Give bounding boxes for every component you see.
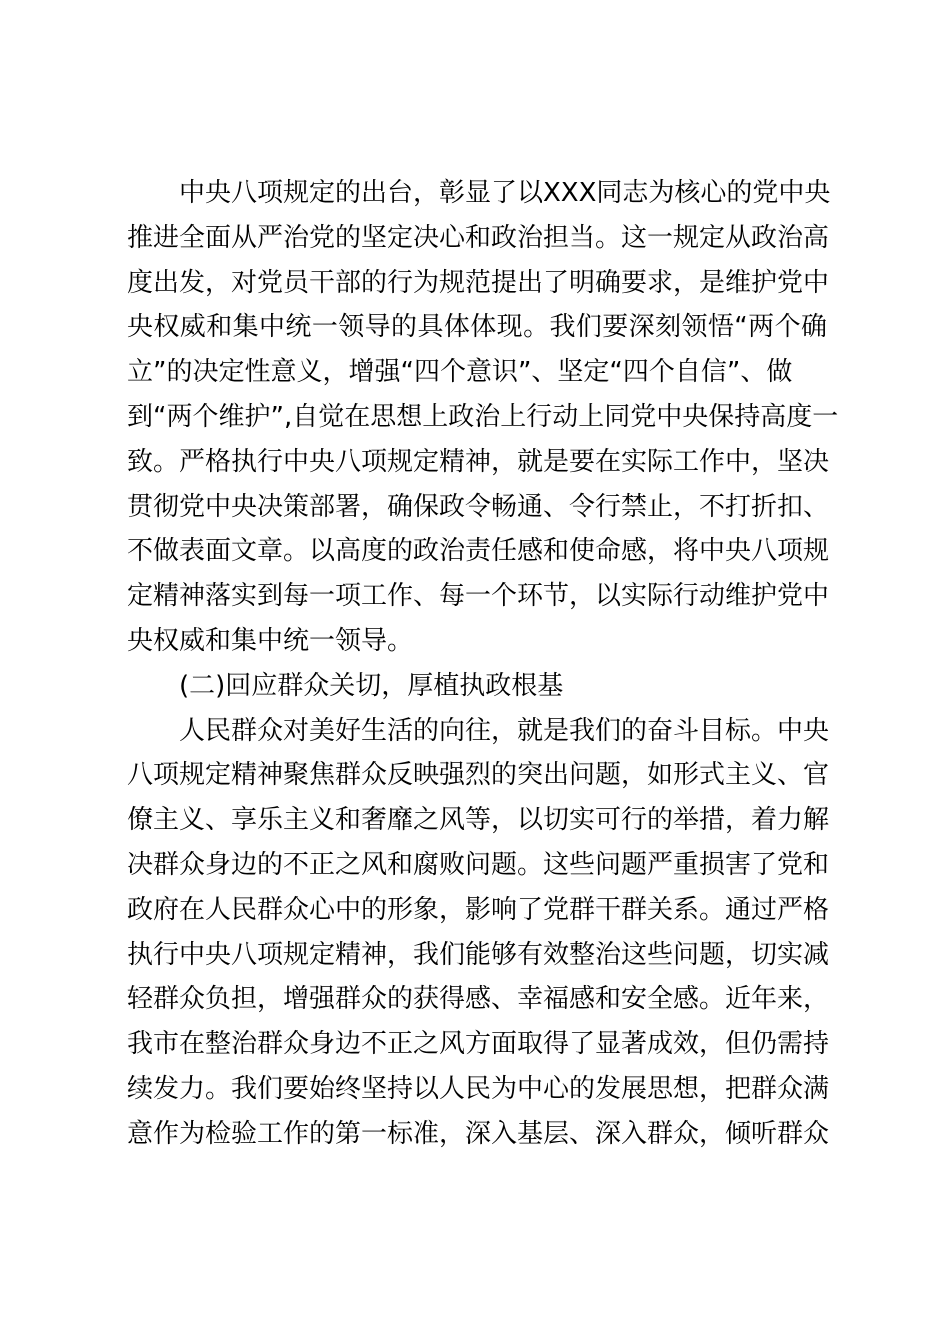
paragraph-line: 到“两个维护”,自觉在思想上政治上行动上同党中央保持高度一 xyxy=(127,401,839,432)
paragraph-line: 意作为检验工作的第一标准，深入基层、深入群众，倾听群众 xyxy=(127,1118,830,1149)
paragraph-line: 推进全面从严治党的坚定决心和政治担当。这一规定从政治高 xyxy=(127,222,830,253)
paragraph-line: 度出发，对党员干部的行为规范提出了明确要求，是维护党中 xyxy=(127,267,830,298)
paragraph-line: 轻群众负担，增强群众的获得感、幸福感和安全感。近年来， xyxy=(127,984,830,1015)
paragraph-line: 不做表面文章。以高度的政治责任感和使命感，将中央八项规 xyxy=(127,536,830,567)
paragraph-line: 央权威和集中统一领导的具体体现。我们要深刻领悟“两个确 xyxy=(127,312,827,343)
paragraph-1 xyxy=(127,171,839,664)
paragraph-line: 我市在整治群众身边不正之风方面取得了显著成效，但仍需持 xyxy=(127,1029,830,1060)
paragraph-line: 中央八项规定的出台，彰显了以XXX同志为核心的党中央 xyxy=(179,178,831,208)
paragraph-line: 立”的决定性意义，增强“四个意识”、坚定“四个自信”、做 xyxy=(127,357,793,388)
paragraph-line: 决群众身边的不正之风和腐败问题。这些问题严重损害了党和 xyxy=(127,849,830,880)
paragraph-2 xyxy=(127,709,830,1157)
paragraph-line: 央权威和集中统一领导。 xyxy=(127,625,414,656)
paragraph-line: 僚主义、享乐主义和奢靡之风等，以切实可行的举措，着力解 xyxy=(127,805,830,836)
paragraph-line: 定精神落实到每一项工作、每一个环节，以实际行动维护党中 xyxy=(127,581,830,612)
paragraph-line: 续发力。我们要始终坚持以人民为中心的发展思想，把群众满 xyxy=(127,1073,830,1104)
paragraph-line: 八项规定精神聚焦群众反映强烈的突出问题，如形式主义、官 xyxy=(127,760,830,791)
paragraph-line: 执行中央八项规定精神，我们能够有效整治这些问题，切实减 xyxy=(127,939,830,970)
section-heading: (二)回应群众关切，厚植执政根基 xyxy=(179,670,564,701)
document-body xyxy=(127,171,839,1157)
paragraph-line: 致。严格执行中央八项规定精神，就是要在实际工作中，坚决 xyxy=(127,446,830,477)
paragraph-line: 政府在人民群众心中的形象，影响了党群干群关系。通过严格 xyxy=(127,894,830,925)
paragraph-line: 人民群众对美好生活的向往，就是我们的奋斗目标。中央 xyxy=(179,715,830,746)
paragraph-line: 贯彻党中央决策部署，确保政令畅通、令行禁止，不打折扣、 xyxy=(127,491,830,522)
